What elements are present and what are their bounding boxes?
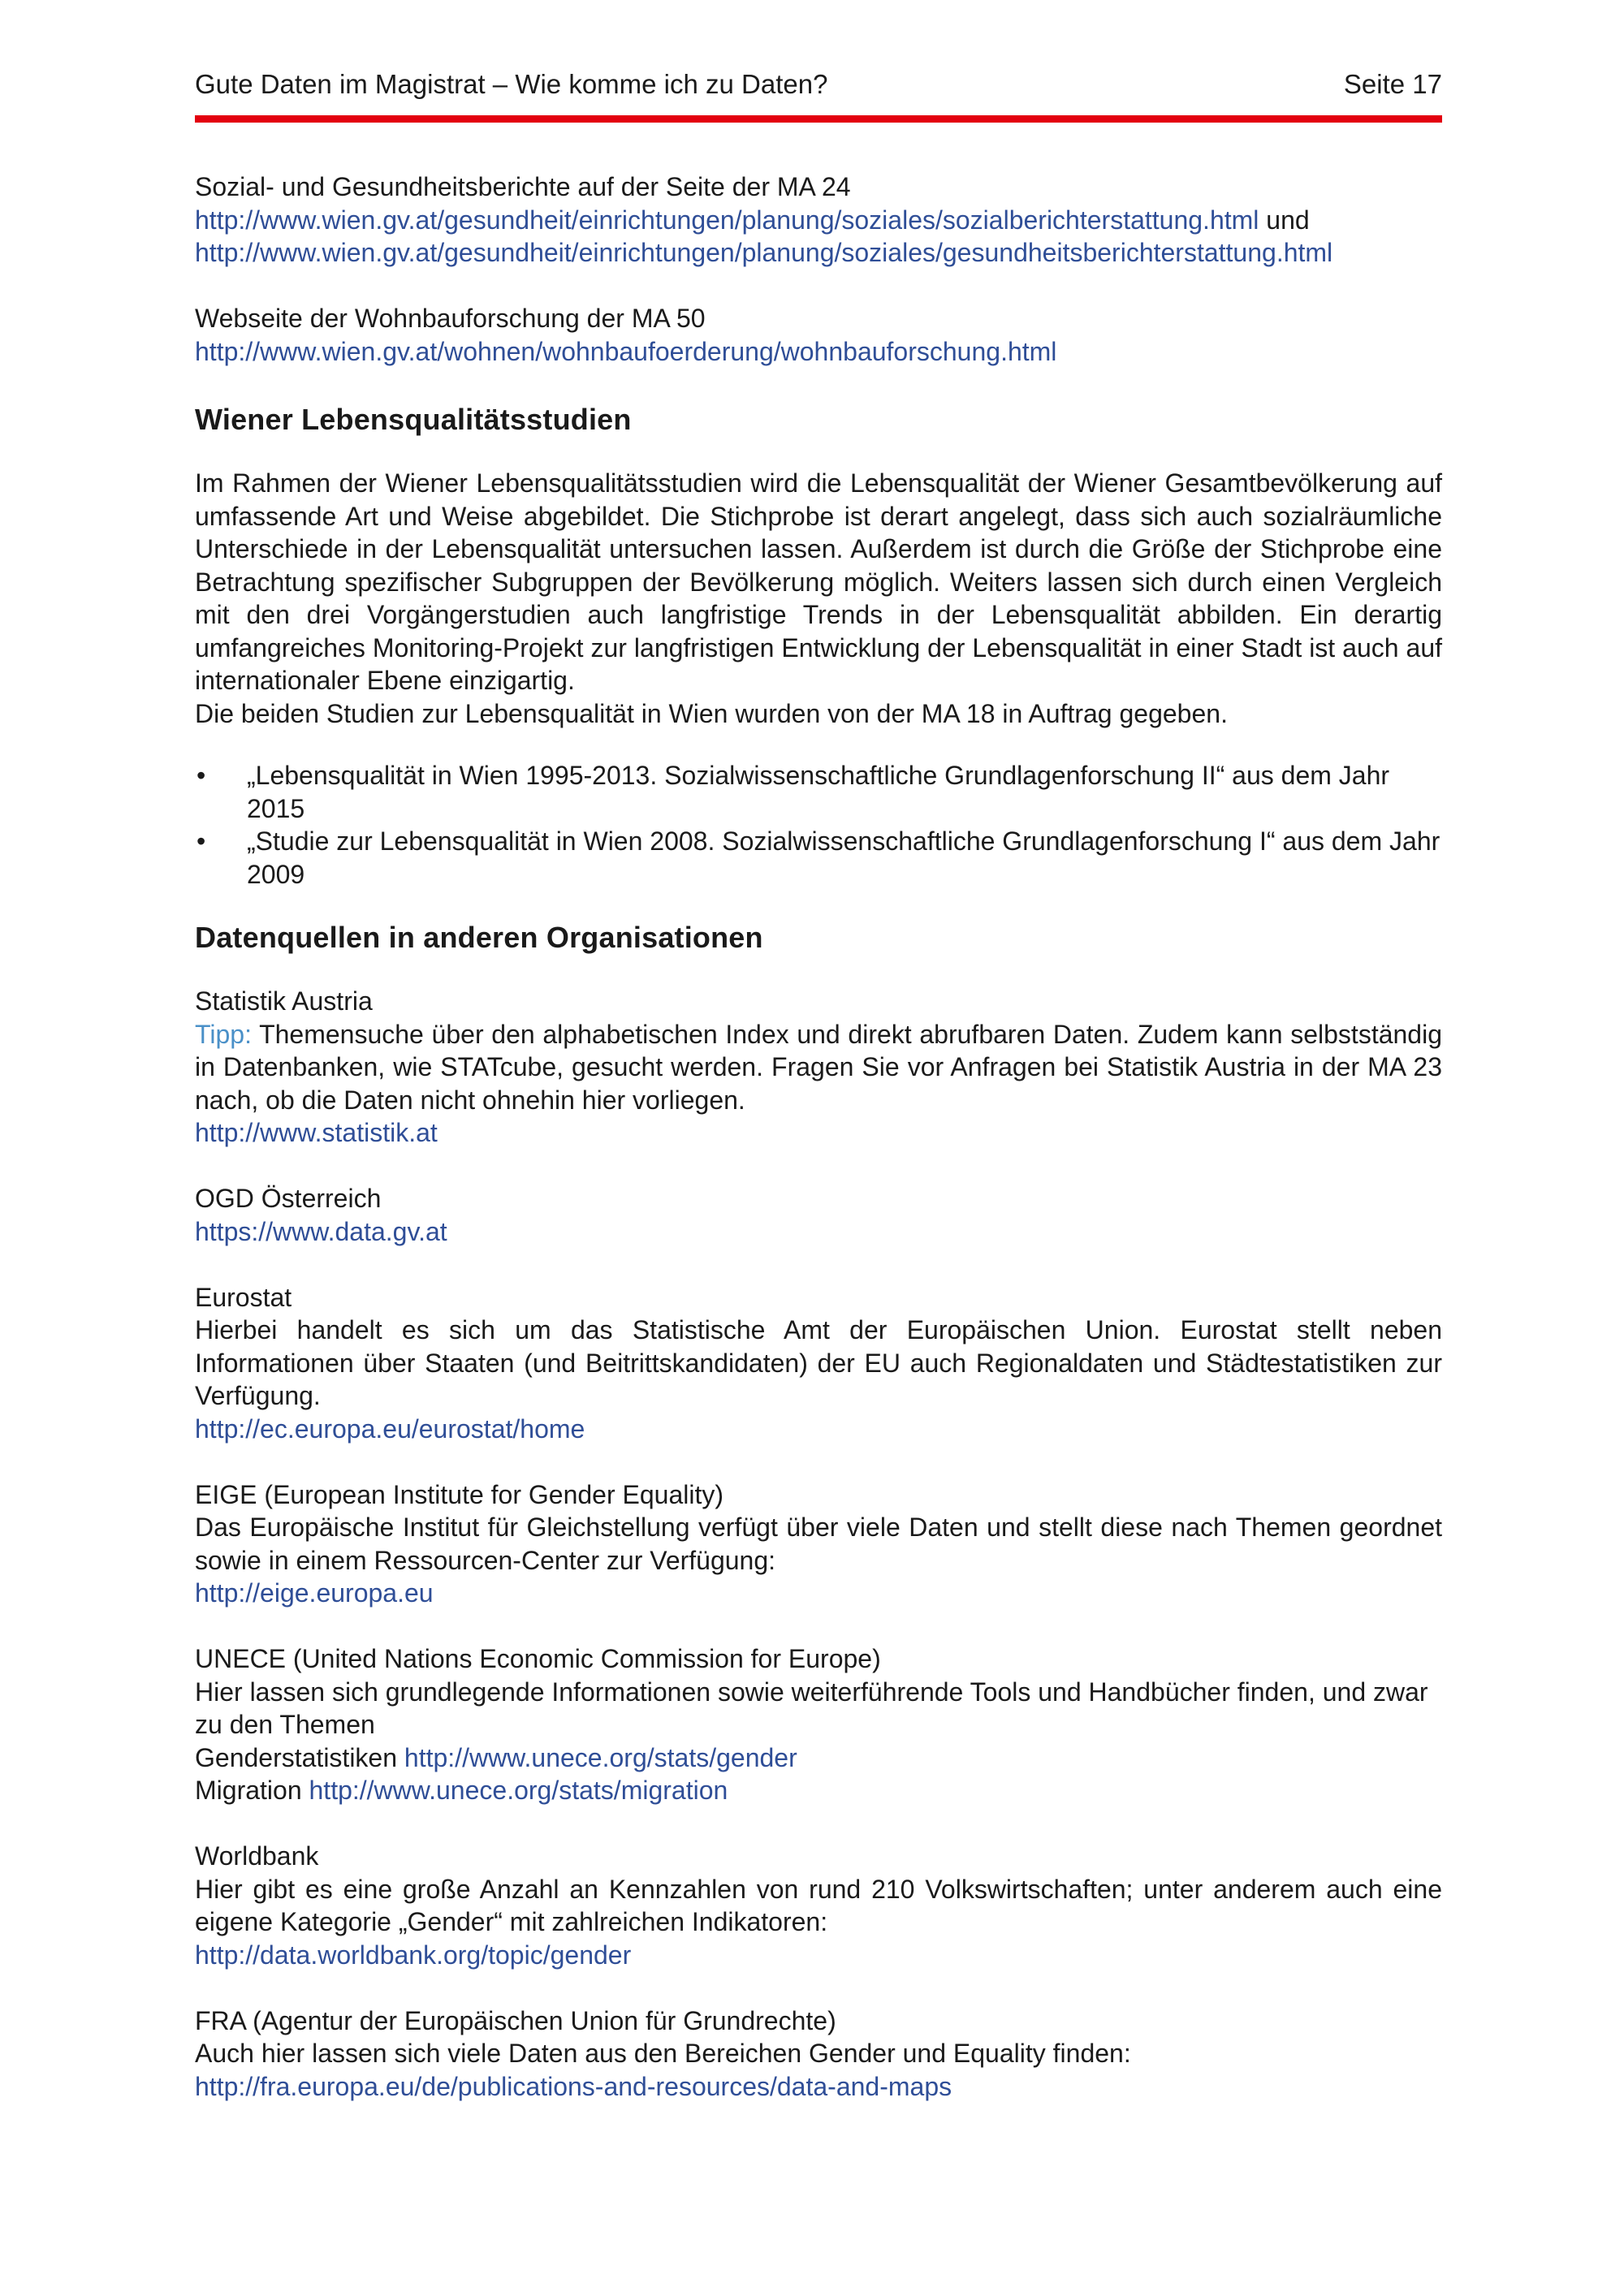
unece-migration-line	[195, 1774, 1442, 1807]
statistik-description: Themensuche über den alphabetischen Index und direkt abrufbaren Daten. Zudem kann selbstständig in Datenbanken, wie STATcube, gesucht werden. Fragen Sie vor Anfragen bei Statistik Austria in der MA 23 nach, ob die Daten nicht ohnehin hier vorliegen.	[195, 1019, 1442, 1115]
eurostat-name: Eurostat	[195, 1282, 292, 1312]
worldbank-link[interactable]: http://data.worldbank.org/topic/gender	[195, 1940, 632, 1970]
page-number: Seite 17	[1343, 69, 1442, 99]
fra-link[interactable]: http://fra.europa.eu/de/publications-and-resources/data-and-maps	[195, 2071, 952, 2101]
eige-name: EIGE (European Institute for Gender Equality)	[195, 1479, 723, 1509]
statistik-link-line	[195, 1116, 1442, 1150]
eurostat-text: Hierbei handelt es sich um das Statistische Amt der Europäischen Union. Eurostat stellt neben Informationen über Staaten (und Beitrittskandidaten) der EU auch Regionaldaten und Städtestatistiken zur Verfügung.	[195, 1315, 1442, 1410]
spacer	[195, 270, 1442, 303]
unece-migration-link[interactable]: http://www.unece.org/stats/migration	[309, 1776, 728, 1805]
list-item	[195, 825, 1442, 891]
unece-gender-line	[195, 1741, 1442, 1775]
eurostat-link-line	[195, 1413, 1442, 1446]
spacer	[195, 1150, 1442, 1183]
unece-gender-label: Genderstatistiken	[195, 1742, 404, 1772]
tipp-label: Tipp:	[195, 1019, 252, 1049]
lebensqualitaet-paragraph: Im Rahmen der Wiener Lebensqualitätsstudien wird die Lebensqualität der Wiener Gesamtbevölkerung auf umfassende Art und Weise abgebildet. Die Stichprobe ist derart angelegt, dass sich auch sozialräumliche Unterschiede in der Lebensqualität untersuchen lassen. Außerdem ist durch die Größe der Stichprobe eine Betrachtung spezifischer Subgruppen der Bevölkerung möglich. Weiters lassen sich durch einen Vergleich mit den drei Vorgängerstudien auch langfristige Trends in der Lebensqualität abbilden. Ein derartig umfangreiches Monitoring-Projekt zur langfristigen Entwicklung der Lebensqualität in einer Stadt ist auch auf internationaler Ebene einzigartig.	[195, 468, 1442, 695]
unece-text: Hier lassen sich grundlegende Informationen sowie weiterführende Tools und Handbücher finden, und zwar zu den Themen	[195, 1677, 1428, 1739]
lebensqualitaet-paragraph-2: Die beiden Studien zur Lebensqualität in Wien wurden von der MA 18 in Auftrag gegeben.	[195, 698, 1228, 728]
ogd-name: OGD Österreich	[195, 1184, 382, 1213]
ma24-links-line	[195, 204, 1442, 237]
spacer	[195, 1807, 1442, 1841]
page-header	[195, 67, 1442, 102]
statistik-link[interactable]: http://www.statistik.at	[195, 1118, 438, 1147]
ma24-link-sozialbericht[interactable]: http://www.wien.gv.at/gesundheit/einrichtungen/planung/soziales/sozialberichterstattung.html	[195, 205, 1259, 235]
unece-name: UNECE (United Nations Economic Commission for Europe)	[195, 1644, 881, 1673]
eige-text: Das Europäische Institut für Gleichstellung verfügt über viele Daten und stellt diese nach Themen geordnet sowie in einem Ressourcen-Center zur Verfügung:	[195, 1513, 1442, 1575]
statistik-text	[195, 1018, 1442, 1117]
spacer	[195, 368, 1442, 384]
ma24-label: Sozial- und Gesundheitsberichte auf der Seite der MA 24	[195, 172, 851, 201]
header-rule	[195, 115, 1442, 123]
studies-list	[195, 759, 1442, 891]
worldbank-name: Worldbank	[195, 1841, 319, 1871]
ogd-link-line	[195, 1215, 1442, 1249]
list-item-text: „Studie zur Lebensqualität in Wien 2008. Sozialwissenschaftliche Grundlagenforschung I“ aus dem Jahr 2009	[247, 826, 1440, 889]
ma50-label: Webseite der Wohnbauforschung der MA 50	[195, 304, 706, 333]
fra-text: Auch hier lassen sich viele Daten aus den Bereichen Gender und Equality finden:	[195, 2039, 1131, 2068]
ma50-link[interactable]: http://www.wien.gv.at/wohnen/wohnbaufoerderung/wohnbauforschung.html	[195, 336, 1057, 366]
header-title: Gute Daten im Magistrat – Wie komme ich zu Daten?	[195, 69, 828, 99]
spacer	[195, 1971, 1442, 2005]
fra-name: FRA (Agentur der Europäischen Union für Grundrechte)	[195, 2005, 836, 2035]
unece-gender-link[interactable]: http://www.unece.org/stats/gender	[404, 1742, 797, 1772]
eige-link[interactable]: http://eige.europa.eu	[195, 1578, 434, 1608]
bullet-icon: •	[197, 761, 206, 790]
ma24-connector: und	[1259, 205, 1310, 235]
ma24-links-line-2	[195, 236, 1442, 270]
heading-datenquellen: Datenquellen in anderen Organisationen	[195, 921, 763, 954]
statistik-name: Statistik Austria	[195, 986, 373, 1016]
ogd-link[interactable]: https://www.data.gv.at	[195, 1216, 447, 1246]
list-item	[195, 759, 1442, 825]
spacer	[195, 1610, 1442, 1643]
spacer	[195, 1445, 1442, 1478]
worldbank-link-line	[195, 1939, 1442, 1972]
eige-link-line	[195, 1577, 1442, 1610]
worldbank-text: Hier gibt es eine große Anzahl an Kennzahlen von rund 210 Volkswirtschaften; unter anderem auch eine eigene Kategorie „Gender“ mit zahlreichen Indikatoren:	[195, 1874, 1442, 1936]
heading-lebensqualitaet: Wiener Lebensqualitätsstudien	[195, 403, 632, 436]
fra-link-line	[195, 2070, 1442, 2104]
list-item-text: „Lebensqualität in Wien 1995-2013. Sozialwissenschaftliche Grundlagenforschung II“ aus dem Jahr 2015	[247, 761, 1390, 823]
ma24-link-gesundheitsbericht[interactable]: http://www.wien.gv.at/gesundheit/einrichtungen/planung/soziales/gesundheitsberichterstattung.html	[195, 238, 1333, 267]
eurostat-link[interactable]: http://ec.europa.eu/eurostat/home	[195, 1413, 585, 1444]
page-content	[195, 170, 1442, 2103]
ma50-link-line	[195, 335, 1442, 369]
bullet-icon: •	[197, 826, 206, 856]
unece-migration-label: Migration	[195, 1776, 309, 1805]
spacer	[195, 1248, 1442, 1281]
